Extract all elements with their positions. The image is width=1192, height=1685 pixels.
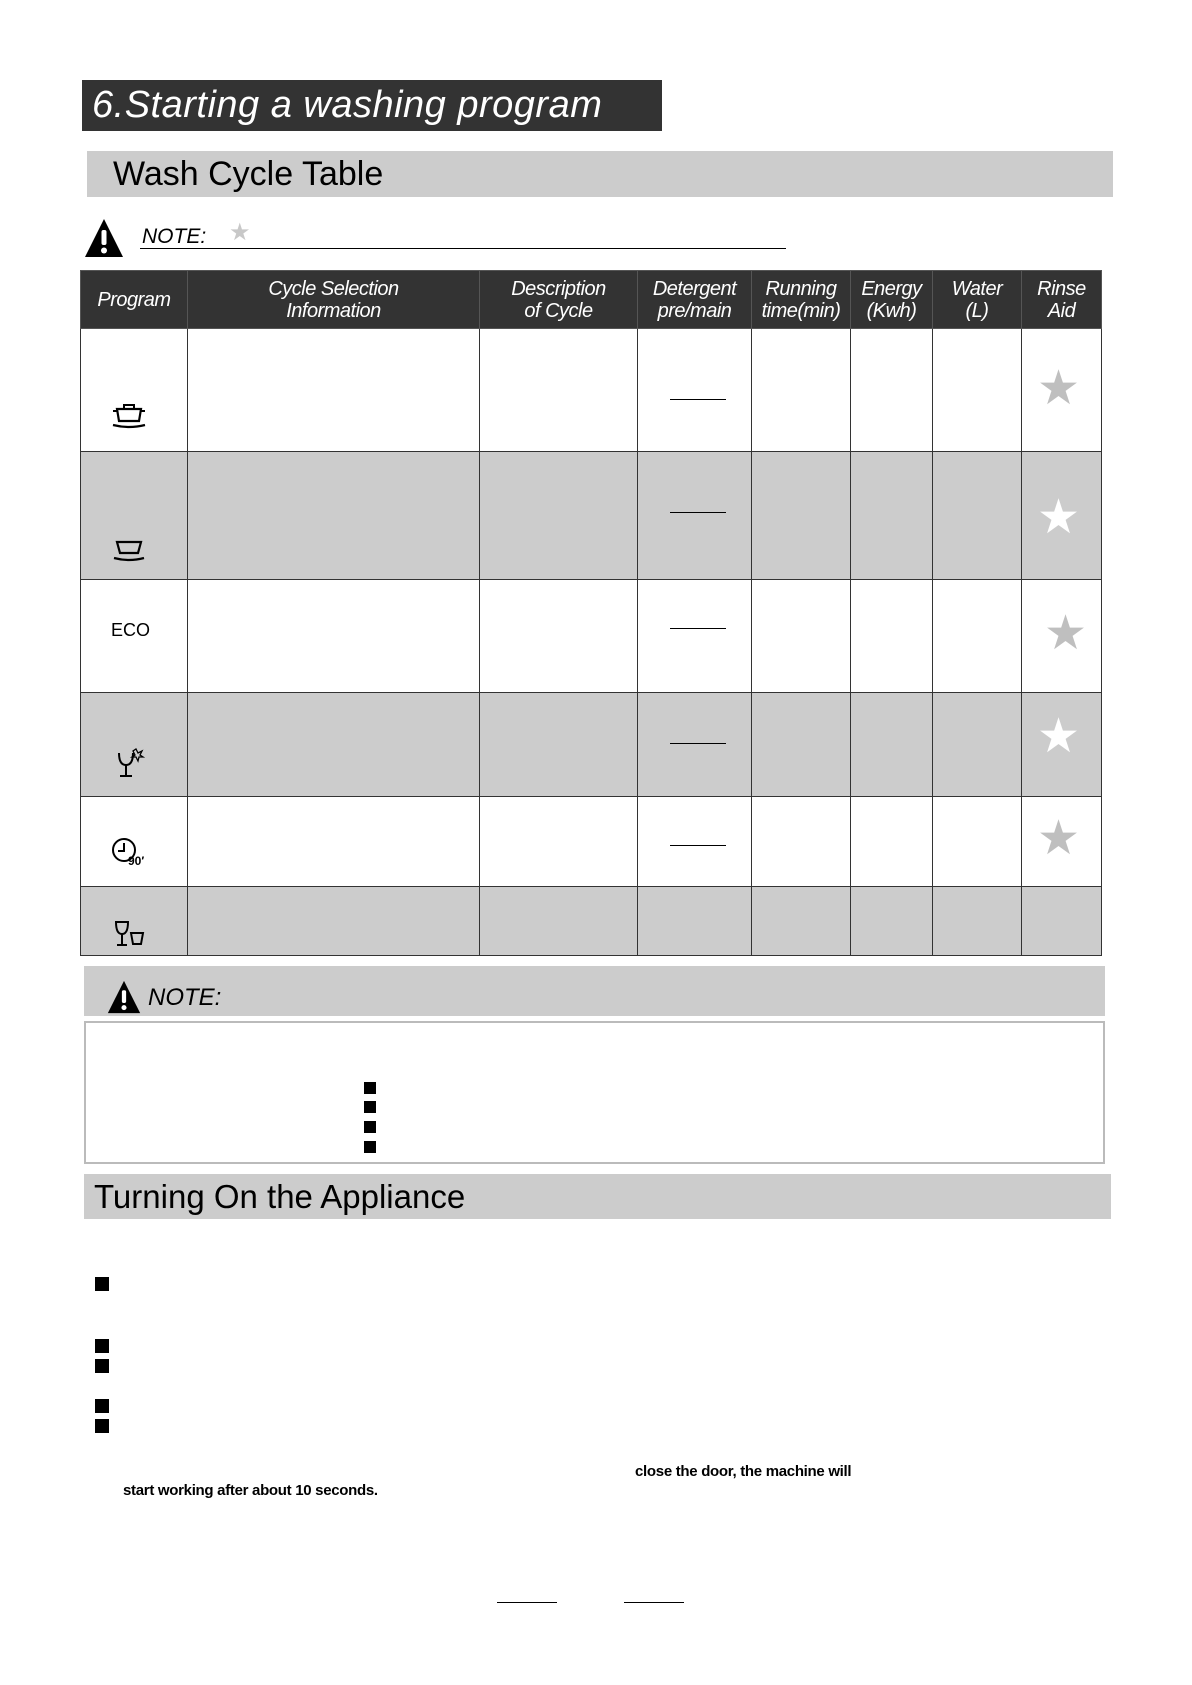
- header-program: Program: [81, 271, 188, 329]
- warning-icon: [107, 980, 141, 1014]
- description-cell: [480, 693, 638, 797]
- description-cell: [480, 580, 638, 693]
- energy-cell: [851, 580, 933, 693]
- wash-cycle-section-header: [87, 151, 1113, 197]
- rinse-aid-cell: [1022, 329, 1102, 452]
- energy-cell: [851, 452, 933, 580]
- bullet-square: [364, 1141, 376, 1153]
- cycle-info-cell: [188, 797, 480, 887]
- cycle-info-cell: [188, 693, 480, 797]
- page-title: 6.Starting a washing program: [82, 80, 662, 131]
- cycle-info-cell: [188, 452, 480, 580]
- note-star-icon: ★: [229, 219, 251, 246]
- turning-on-section-title: Turning On the Appliance: [94, 1178, 466, 1215]
- warning-icon: [84, 218, 124, 258]
- header-description: Description of Cycle: [480, 271, 638, 329]
- program-cell: [81, 329, 188, 452]
- running-time-cell: [752, 580, 851, 693]
- svg-text:90′: 90′: [128, 854, 145, 868]
- water-cell: [933, 329, 1022, 452]
- note-underline: [140, 248, 786, 249]
- energy-cell: [851, 693, 933, 797]
- detergent-cell: [638, 329, 752, 452]
- rinse-aid-cell: [1022, 887, 1102, 956]
- glass-sparkle-icon: [115, 747, 145, 779]
- turning-on-section-header: [84, 1174, 1111, 1219]
- table-header-row: [81, 271, 1102, 329]
- footer-line: [497, 1602, 557, 1603]
- description-cell: [480, 452, 638, 580]
- rinse-aid-star-icon: ★: [1037, 491, 1081, 544]
- rinse-aid-cell: [1022, 693, 1102, 797]
- rinse-aid-star-icon: ★: [1037, 812, 1081, 865]
- table-row: [81, 887, 1102, 956]
- note-label: NOTE:: [142, 225, 207, 248]
- bullet-square: [95, 1277, 109, 1291]
- description-cell: [480, 887, 638, 956]
- program-cell: [81, 887, 188, 956]
- clock-90-icon: [111, 835, 151, 869]
- bullet-square: [364, 1082, 376, 1094]
- running-time-cell: [752, 452, 851, 580]
- header-water: Water (L): [933, 271, 1022, 329]
- note-label: NOTE:: [148, 984, 222, 1011]
- wash-cycle-table: [80, 270, 1102, 956]
- table-row: [81, 797, 1102, 887]
- instruction-text-right: close the door, the machine will: [635, 1463, 852, 1480]
- detergent-cell: [638, 797, 752, 887]
- rinse-aid-star-icon: ★: [1044, 607, 1088, 660]
- pot-icon: [109, 401, 149, 431]
- detergent-cell: [638, 693, 752, 797]
- wash-cycle-section-title: Wash Cycle Table: [113, 155, 384, 193]
- bullet-square: [95, 1339, 109, 1353]
- running-time-cell: [752, 329, 851, 452]
- note-bar: [84, 966, 1105, 1016]
- table-row: [81, 329, 1102, 452]
- water-cell: [933, 452, 1022, 580]
- water-cell: [933, 887, 1022, 956]
- rinse-aid-star-icon: ★: [1037, 362, 1081, 415]
- footer-line: [624, 1602, 684, 1603]
- instruction-text-left: start working after about 10 seconds.: [123, 1482, 378, 1499]
- water-cell: [933, 797, 1022, 887]
- description-cell: [480, 329, 638, 452]
- glass-cup-icon: [113, 919, 149, 949]
- rinse-aid-cell: [1022, 797, 1102, 887]
- program-cell: [81, 452, 188, 580]
- detergent-cell: [638, 452, 752, 580]
- rinse-aid-cell: [1022, 452, 1102, 580]
- rinse-aid-star-icon: ★: [1037, 710, 1081, 763]
- cycle-info-cell: [188, 887, 480, 956]
- detergent-cell: [638, 580, 752, 693]
- detergent-cell: [638, 887, 752, 956]
- header-running-time: Running time(min): [752, 271, 851, 329]
- energy-cell: [851, 797, 933, 887]
- table-row: [81, 693, 1102, 797]
- note-box: [84, 1021, 1105, 1164]
- description-cell: [480, 797, 638, 887]
- program-cell: [81, 797, 188, 887]
- bullet-square: [95, 1359, 109, 1373]
- bullet-square: [364, 1101, 376, 1113]
- bullet-square: [95, 1419, 109, 1433]
- header-detergent: Detergent pre/main: [638, 271, 752, 329]
- header-energy: Energy (Kwh): [851, 271, 933, 329]
- table-row: [81, 580, 1102, 693]
- bullet-square: [95, 1399, 109, 1413]
- program-cell: [81, 580, 188, 693]
- eco-label: ECO: [111, 620, 151, 640]
- header-rinse-aid: Rinse Aid: [1022, 271, 1102, 329]
- header-cycle-selection: Cycle Selection Information: [188, 271, 480, 329]
- water-cell: [933, 693, 1022, 797]
- rinse-aid-cell: [1022, 580, 1102, 693]
- energy-cell: [851, 329, 933, 452]
- running-time-cell: [752, 887, 851, 956]
- running-time-cell: [752, 797, 851, 887]
- cycle-info-cell: [188, 580, 480, 693]
- program-cell: [81, 693, 188, 797]
- energy-cell: [851, 887, 933, 956]
- water-cell: [933, 580, 1022, 693]
- table-row: [81, 452, 1102, 580]
- cycle-info-cell: [188, 329, 480, 452]
- bowl-icon: [109, 536, 149, 564]
- bullet-square: [364, 1121, 376, 1133]
- running-time-cell: [752, 693, 851, 797]
